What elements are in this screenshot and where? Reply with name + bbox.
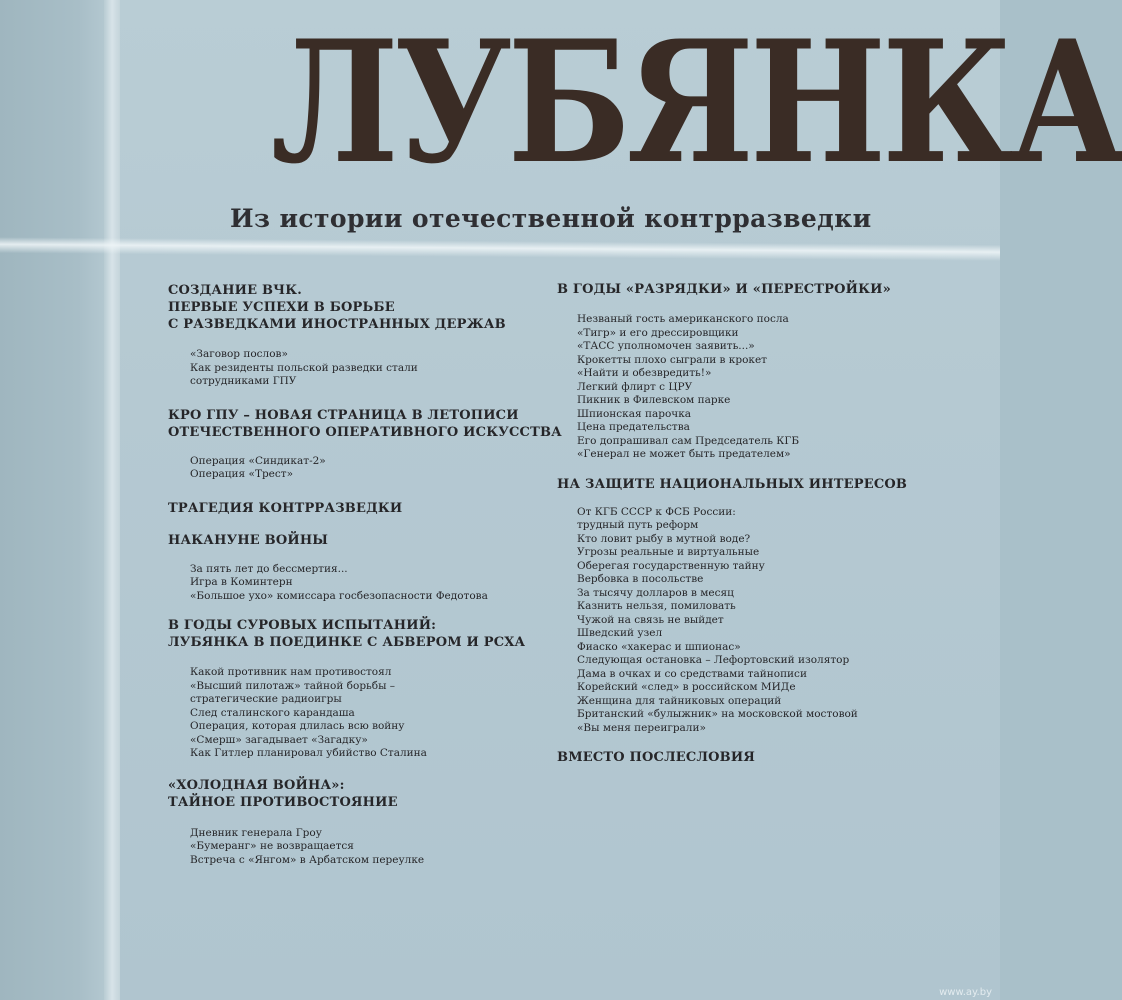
subsection-entry: Легкий флирт с ЦРУ xyxy=(577,380,693,393)
subsection-list xyxy=(168,827,538,868)
book-title: ЛУБЯНКА xyxy=(271,3,1122,201)
subsection-entry: «Большое ухо» комиссара госбезопасности Федотова xyxy=(190,589,488,602)
subsection-entry: сотрудниками ГПУ xyxy=(190,375,297,387)
chapter-title xyxy=(168,777,538,811)
subsection-entry: Незваный гость американского посла xyxy=(577,313,789,325)
subsection-entry: Британский «булыжник» на московской мостовой xyxy=(577,708,858,720)
chapter-title xyxy=(557,749,987,766)
chapter-title-line: ПЕРВЫЕ УСПЕХИ В БОРЬБЕ xyxy=(168,300,395,315)
subsection-entry: Операция, которая длилась всю войну xyxy=(190,720,405,732)
subsection-list xyxy=(557,506,987,736)
subsection-entry: «Вы меня переиграли» xyxy=(577,721,706,734)
chapter-title-line: В ГОДЫ СУРОВЫХ ИСПЫТАНИЙ: xyxy=(168,618,437,633)
chapter-title xyxy=(557,476,987,493)
subsection-entry: Операция «Трест» xyxy=(190,468,293,480)
contents-section xyxy=(557,476,987,736)
subsection-entry: Чужой на связь не выйдет xyxy=(577,613,724,626)
chapter-title-line: В ГОДЫ «РАЗРЯДКИ» И «ПЕРЕСТРОЙКИ» xyxy=(557,282,891,297)
subsection-entry: стратегические радиоигры xyxy=(190,693,342,705)
subsection-entry: Корейский «след» в российском МИДе xyxy=(577,681,796,693)
subsection-entry: Как резиденты польской разведки стали xyxy=(190,361,418,374)
contents-section xyxy=(168,777,538,868)
subsection-entry: След сталинского карандаша xyxy=(190,706,355,719)
subsection-entry: Шпионская парочка xyxy=(577,407,692,420)
book-subtitle: Из истории отечественной контрразведки xyxy=(230,204,872,233)
subsection-entry: За пять лет до бессмертия... xyxy=(190,562,348,575)
contents-section xyxy=(168,407,562,482)
subsection-entry: Крокетты плохо сыграли в крокет xyxy=(577,353,767,366)
chapter-title-line: ТАЙНОЕ ПРОТИВОСТОЯНИЕ xyxy=(168,794,398,810)
subsection-entry: «Высший пилотаж» тайной борьбы – xyxy=(190,679,396,692)
subsection-entry: За тысячу долларов в месяц xyxy=(577,586,734,599)
subsection-entry: «Найти и обезвредить!» xyxy=(577,367,712,379)
contents-right-column xyxy=(557,281,987,766)
contents-left-column xyxy=(168,282,562,867)
subsection-entry: трудный путь реформ xyxy=(577,519,699,531)
subsection-list xyxy=(168,563,538,604)
subsection-list xyxy=(168,666,538,761)
subsection-entry: Его допрашивал сам Председатель КГБ xyxy=(577,434,800,447)
subsection-entry: «ТАСС уполномочен заявить...» xyxy=(577,340,755,352)
contents-section xyxy=(168,532,538,604)
subsection-entry: «Бумеранг» не возвращается xyxy=(190,840,354,852)
chapter-title-line: СОЗДАНИЕ ВЧК. xyxy=(168,283,303,298)
subsection-entry: Игра в Коминтерн xyxy=(190,576,293,588)
facing-page xyxy=(0,0,112,1000)
subsection-entry: Какой противник нам противостоял xyxy=(190,666,392,678)
subsection-entry: «Смерш» загадывает «Загадку» xyxy=(190,733,368,746)
subsection-list xyxy=(557,313,987,462)
chapter-title xyxy=(168,500,538,517)
contents-section xyxy=(168,617,538,761)
subsection-entry: Операция «Синдикат-2» xyxy=(190,454,326,467)
site-watermark: www.ay.by xyxy=(939,987,992,998)
chapter-title xyxy=(168,532,538,549)
chapter-title-line: ЛУБЯНКА В ПОЕДИНКЕ С АБВЕРОМ И РСХА xyxy=(168,635,526,650)
chapter-title-line: НАКАНУНЕ ВОЙНЫ xyxy=(168,532,329,548)
contents-section xyxy=(168,500,538,517)
chapter-title xyxy=(168,407,562,441)
subsection-entry: Как Гитлер планировал убийство Сталина xyxy=(190,747,427,759)
chapter-title xyxy=(168,282,538,333)
subsection-entry: Женщина для тайниковых операций xyxy=(577,694,782,707)
chapter-title-line: НА ЗАЩИТЕ НАЦИОНАЛЬНЫХ ИНТЕРЕСОВ xyxy=(557,476,908,492)
subsection-entry: Вербовка в посольстве xyxy=(577,573,704,585)
contents-section xyxy=(557,749,987,766)
subsection-entry: Дневник генерала Гроу xyxy=(190,826,322,839)
contents-section xyxy=(168,282,538,389)
subsection-entry: «Заговор послов» xyxy=(190,348,288,360)
contents-section xyxy=(557,281,987,462)
subsection-entry: Следующая остановка – Лефортовский изолятор xyxy=(577,654,850,666)
subsection-entry: Цена предательства xyxy=(577,421,690,433)
chapter-title-line: ВМЕСТО ПОСЛЕСЛОВИЯ xyxy=(557,750,756,765)
subsection-list xyxy=(168,455,538,482)
chapter-title-line: ОТЕЧЕСТВЕННОГО ОПЕРАТИВНОГО ИСКУССТВА xyxy=(168,424,562,440)
chapter-title xyxy=(168,617,538,651)
subsection-entry: Казнить нельзя, помиловать xyxy=(577,600,736,612)
chapter-title xyxy=(557,281,987,298)
subsection-entry: Дама в очках и со средствами тайнописи xyxy=(577,667,807,680)
subsection-entry: Угрозы реальные и виртуальные xyxy=(577,546,760,558)
subsection-entry: От КГБ СССР к ФСБ России: xyxy=(577,505,736,518)
chapter-title-line: ТРАГЕДИЯ КОНТРРАЗВЕДКИ xyxy=(168,500,403,516)
chapter-title-line: С РАЗВЕДКАМИ ИНОСТРАННЫХ ДЕРЖАВ xyxy=(168,317,506,332)
chapter-title-line: КРО ГПУ – НОВАЯ СТРАНИЦА В ЛЕТОПИСИ xyxy=(168,407,519,423)
subsection-entry: Фиаско «хакерас и шпионас» xyxy=(577,640,741,653)
subsection-entry: «Тигр» и его дрессировщики xyxy=(577,326,739,339)
chapter-title-line: «ХОЛОДНАЯ ВОЙНА»: xyxy=(168,777,345,793)
subsection-entry: Пикник в Филевском парке xyxy=(577,394,731,406)
subsection-entry: Шведский узел xyxy=(577,627,663,639)
subsection-entry: «Генерал не может быть предателем» xyxy=(577,448,791,460)
subsection-list xyxy=(168,348,538,389)
subsection-entry: Кто ловит рыбу в мутной воде? xyxy=(577,532,751,545)
subsection-entry: Встреча с «Янгом» в Арбатском переулке xyxy=(190,853,425,866)
subsection-entry: Оберегая государственную тайну xyxy=(577,559,765,572)
